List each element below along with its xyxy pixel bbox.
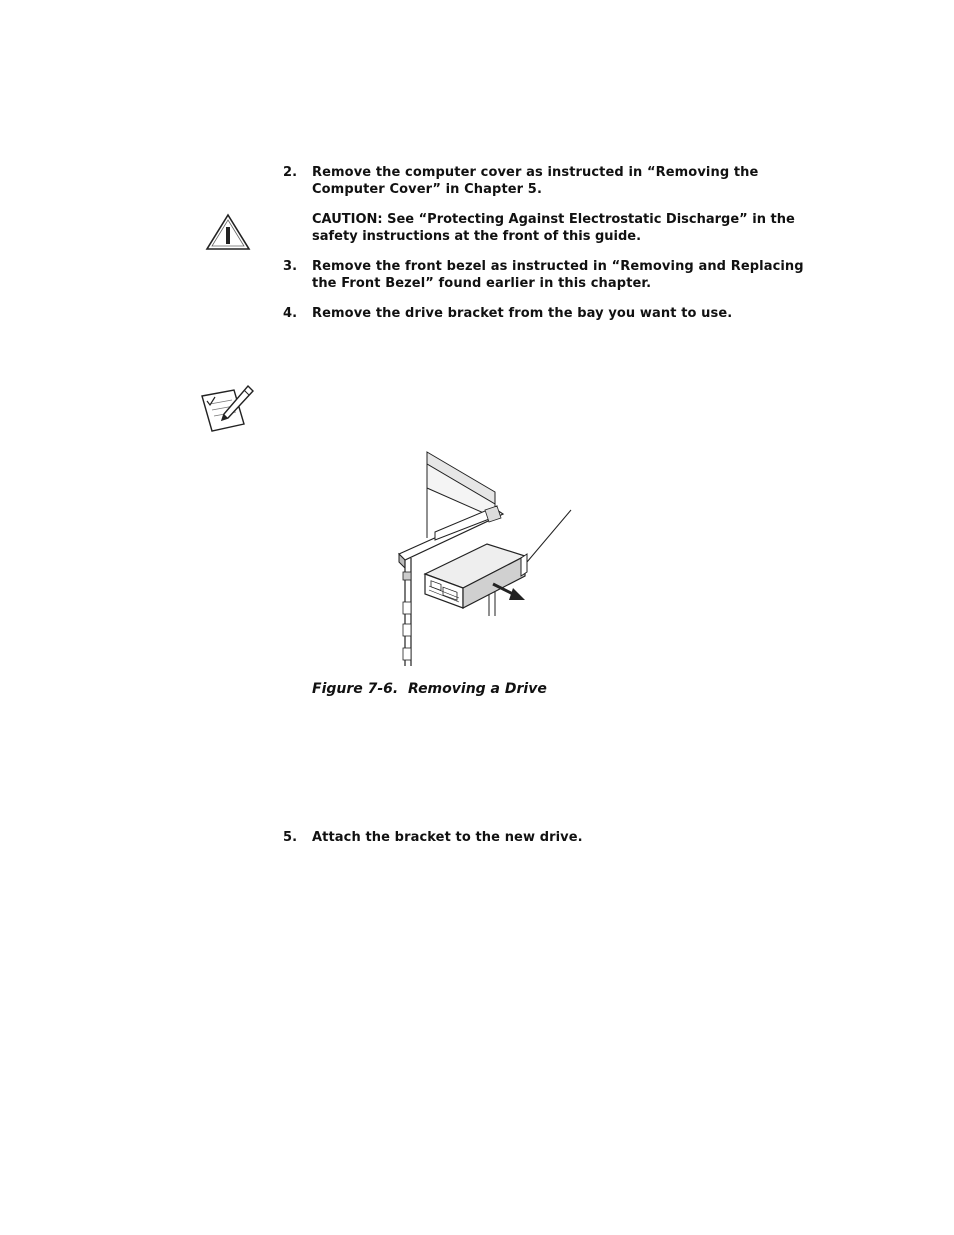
step-number: 2.: [283, 165, 298, 180]
step-number: 4.: [283, 306, 298, 321]
step-text: Remove the computer cover as instructed in “Removing the Computer Cover” in Chapter 5.: [312, 165, 759, 197]
step-text: Remove the front bezel as instructed in “Removing and Replacing the Front Bezel” found earlier in this chapter.: [312, 259, 804, 291]
caution-text: CAUTION: See “Protecting Against Electrostatic Discharge” in the safety instructions at the front of this guide.: [312, 212, 795, 244]
step-4: [283, 305, 823, 322]
step-3: [283, 258, 823, 292]
caution-triangle-icon: [205, 213, 251, 255]
step-number: 5.: [283, 830, 298, 845]
step-number: 3.: [283, 259, 298, 274]
step-text: Attach the bracket to the new drive.: [312, 830, 583, 845]
note-pencil-icon: [198, 384, 256, 438]
step-2: [283, 164, 823, 198]
drive-removal-illustration: [385, 448, 585, 674]
step-5: [283, 829, 823, 846]
figure-caption: Figure 7-6. Removing a Drive: [312, 681, 547, 697]
step-text: Remove the drive bracket from the bay you want to use.: [312, 306, 733, 321]
